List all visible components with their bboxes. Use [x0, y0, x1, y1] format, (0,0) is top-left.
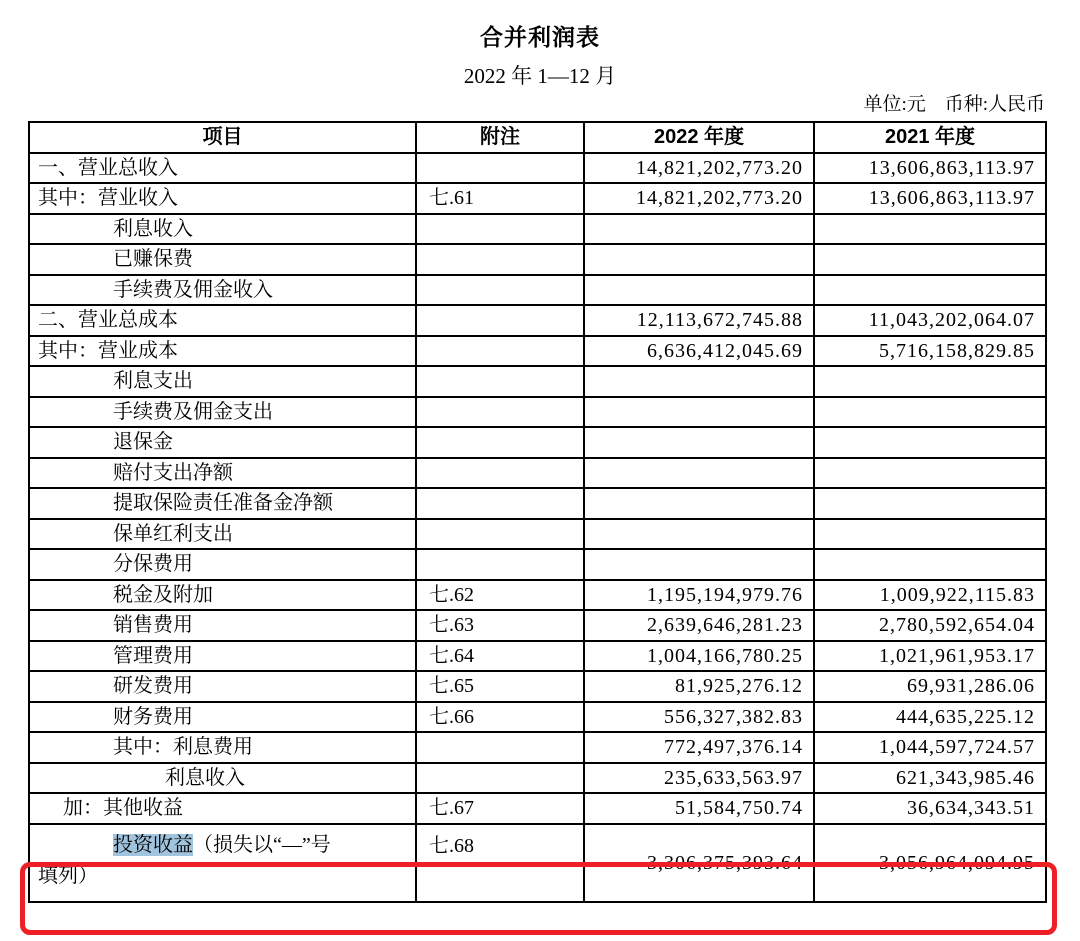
value-cell-2021: 444,635,225.12	[814, 702, 1046, 733]
column-header-2022: 2022 年度	[584, 122, 814, 153]
item-cell: 财务费用	[29, 702, 416, 733]
item-cell: 利息收入	[29, 214, 416, 245]
value-cell-2021: 69,931,286.06	[814, 671, 1046, 702]
item-label-line2: 填列）	[38, 864, 98, 887]
value-cell-2021: 13,606,863,113.97	[814, 183, 1046, 214]
value-cell-2021	[814, 244, 1046, 275]
column-header-item: 项目	[29, 122, 416, 153]
income-statement-table	[28, 121, 1047, 903]
table-row	[29, 732, 1046, 763]
note-cell	[416, 336, 584, 367]
note-cell: 七.65	[416, 671, 584, 702]
table-row	[29, 183, 1046, 214]
table-row	[29, 763, 1046, 794]
note-cell: 七.64	[416, 641, 584, 672]
note-cell: 七.68	[416, 824, 584, 902]
note-cell: 七.63	[416, 610, 584, 641]
note-cell	[416, 488, 584, 519]
value-cell-2021: 1,009,922,115.83	[814, 580, 1046, 611]
table-row	[29, 549, 1046, 580]
value-cell-2021: 36,634,343.51	[814, 793, 1046, 824]
item-cell: 其中：营业成本	[29, 336, 416, 367]
value-cell-2021	[814, 519, 1046, 550]
table-row	[29, 610, 1046, 641]
table-row	[29, 427, 1046, 458]
note-cell	[416, 275, 584, 306]
note-cell	[416, 458, 584, 489]
table-row	[29, 519, 1046, 550]
item-cell: 保单红利支出	[29, 519, 416, 550]
value-cell-2022: 235,633,563.97	[584, 763, 814, 794]
value-cell-2022	[584, 488, 814, 519]
table-body	[29, 153, 1046, 902]
note-cell	[416, 397, 584, 428]
table-row	[29, 793, 1046, 824]
note-cell	[416, 732, 584, 763]
value-cell-2021: 1,044,597,724.57	[814, 732, 1046, 763]
note-cell	[416, 763, 584, 794]
item-cell: 加：其他收益	[29, 793, 416, 824]
item-cell: 已赚保费	[29, 244, 416, 275]
item-cell: 利息支出	[29, 366, 416, 397]
value-cell-2021: 3,056,964,094.95	[814, 824, 1046, 902]
table-header-row	[29, 122, 1046, 153]
note-cell: 七.67	[416, 793, 584, 824]
value-cell-2022: 14,821,202,773.20	[584, 153, 814, 184]
value-cell-2022: 2,639,646,281.23	[584, 610, 814, 641]
page-title: 合并利润表	[480, 24, 600, 50]
table-row	[29, 488, 1046, 519]
value-cell-2021: 11,043,202,064.07	[814, 305, 1046, 336]
value-cell-2021	[814, 214, 1046, 245]
value-cell-2022	[584, 458, 814, 489]
item-label: （损失以“—”号	[193, 833, 331, 856]
value-cell-2021	[814, 366, 1046, 397]
note-cell	[416, 366, 584, 397]
item-cell: 退保金	[29, 427, 416, 458]
value-cell-2021	[814, 549, 1046, 580]
value-cell-2021	[814, 397, 1046, 428]
item-cell: 税金及附加	[29, 580, 416, 611]
value-cell-2022	[584, 519, 814, 550]
item-cell: 手续费及佣金支出	[29, 397, 416, 428]
item-cell: 手续费及佣金收入	[29, 275, 416, 306]
note-cell	[416, 549, 584, 580]
table-row	[29, 824, 1046, 902]
value-cell-2021: 2,780,592,654.04	[814, 610, 1046, 641]
note-cell	[416, 519, 584, 550]
value-cell-2022: 81,925,276.12	[584, 671, 814, 702]
table-row	[29, 244, 1046, 275]
report-period: 2022 年 1—12 月	[463, 64, 617, 88]
table-row	[29, 153, 1046, 184]
column-header-2021: 2021 年度	[814, 122, 1046, 153]
value-cell-2022	[584, 549, 814, 580]
item-cell: 其中：利息费用	[29, 732, 416, 763]
item-cell: 其中：营业收入	[29, 183, 416, 214]
value-cell-2021: 5,716,158,829.85	[814, 336, 1046, 367]
item-cell: 提取保险责任准备金净额	[29, 488, 416, 519]
note-cell	[416, 214, 584, 245]
value-cell-2021	[814, 458, 1046, 489]
value-cell-2022	[584, 275, 814, 306]
value-cell-2021	[814, 488, 1046, 519]
value-cell-2022	[584, 244, 814, 275]
note-cell: 七.66	[416, 702, 584, 733]
value-cell-2022: 1,195,194,979.76	[584, 580, 814, 611]
value-cell-2022: 14,821,202,773.20	[584, 183, 814, 214]
table-row	[29, 336, 1046, 367]
value-cell-2022: 51,584,750.74	[584, 793, 814, 824]
value-cell-2022: 3,306,375,393.64	[584, 824, 814, 902]
selection-highlighted-text: 投资收益	[113, 833, 193, 856]
value-cell-2022	[584, 427, 814, 458]
table-row	[29, 580, 1046, 611]
value-cell-2022	[584, 397, 814, 428]
value-cell-2021	[814, 427, 1046, 458]
value-cell-2022	[584, 366, 814, 397]
column-header-note: 附注	[416, 122, 584, 153]
table-row	[29, 275, 1046, 306]
item-cell: 二、营业总成本	[29, 305, 416, 336]
table-row	[29, 702, 1046, 733]
table-row	[29, 366, 1046, 397]
note-cell	[416, 305, 584, 336]
value-cell-2022: 12,113,672,745.88	[584, 305, 814, 336]
table-row	[29, 305, 1046, 336]
item-cell: 一、营业总收入	[29, 153, 416, 184]
value-cell-2022: 6,636,412,045.69	[584, 336, 814, 367]
item-cell: 管理费用	[29, 641, 416, 672]
item-cell: 分保费用	[29, 549, 416, 580]
value-cell-2022	[584, 214, 814, 245]
item-cell: 利息收入	[29, 763, 416, 794]
value-cell-2022: 772,497,376.14	[584, 732, 814, 763]
value-cell-2021: 621,343,985.46	[814, 763, 1046, 794]
value-cell-2022: 556,327,382.83	[584, 702, 814, 733]
item-cell: 销售费用	[29, 610, 416, 641]
note-cell	[416, 244, 584, 275]
note-cell: 七.61	[416, 183, 584, 214]
value-cell-2021: 1,021,961,953.17	[814, 641, 1046, 672]
table-row	[29, 458, 1046, 489]
table-row	[29, 671, 1046, 702]
note-cell: 七.62	[416, 580, 584, 611]
value-cell-2021	[814, 275, 1046, 306]
table-row	[29, 397, 1046, 428]
table-row	[29, 214, 1046, 245]
unit-currency-note: 单位:元 币种:人民币	[863, 94, 1045, 115]
item-cell: 赔付支出净额	[29, 458, 416, 489]
value-cell-2021: 13,606,863,113.97	[814, 153, 1046, 184]
item-cell	[29, 824, 416, 902]
note-cell	[416, 427, 584, 458]
value-cell-2022: 1,004,166,780.25	[584, 641, 814, 672]
item-cell: 研发费用	[29, 671, 416, 702]
note-cell	[416, 153, 584, 184]
table-row	[29, 641, 1046, 672]
